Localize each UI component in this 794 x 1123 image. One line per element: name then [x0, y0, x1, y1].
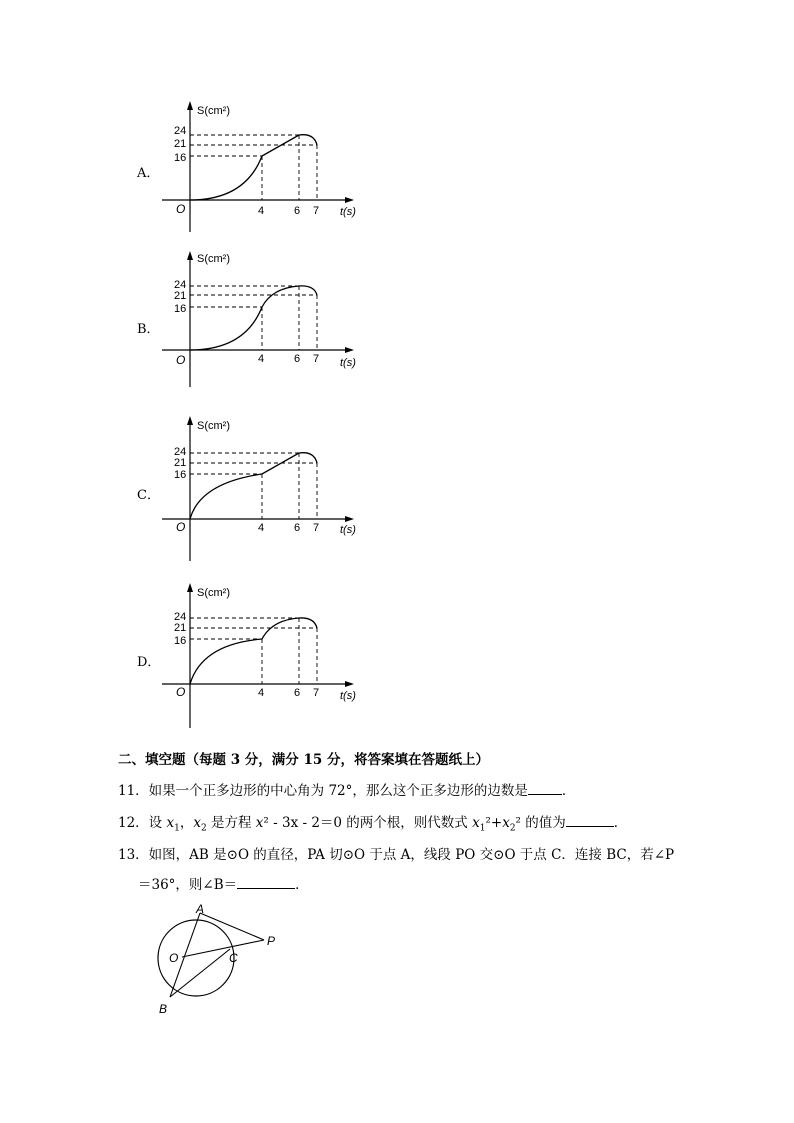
svg-text:O: O	[176, 685, 186, 699]
q11-answer-blank[interactable]	[528, 780, 562, 795]
point-a-label: A	[196, 902, 205, 916]
svg-text:21: 21	[174, 290, 187, 302]
q11-end: ．	[561, 783, 576, 799]
q11-text: 11．如果一个正多边形的中心角为 72°，那么这个正多边形的边数是	[118, 783, 528, 799]
svg-text:21: 21	[174, 457, 187, 469]
q13-answer-blank[interactable]	[237, 874, 295, 889]
svg-text:7: 7	[313, 353, 320, 365]
svg-text:O: O	[176, 353, 186, 367]
svg-text:S(cm²): S(cm²)	[197, 587, 230, 599]
q13-line1: 13．如图，AB 是⊙O 的直径，PA 切⊙O 于点 A，线段 PO 交⊙O 于点 C．连接 BC，若∠P	[118, 847, 675, 863]
curve-a	[190, 135, 317, 200]
y-axis-label: S(cm²)	[197, 105, 230, 117]
question-12: 12．设 $x_1$，$x_2$ 是方程 x² - 3x - 2＝0 的两个根，则代数式 $x_1^2+x_2^2$ 的值为 ．	[118, 811, 627, 834]
svg-text:21: 21	[174, 622, 187, 634]
tangent-pa	[200, 913, 264, 940]
graph-a	[150, 100, 380, 235]
x-tick-4: 4	[258, 205, 265, 217]
x-axis-arrow	[345, 197, 354, 203]
svg-text:S(cm²): S(cm²)	[197, 420, 230, 432]
svg-text:24: 24	[174, 446, 187, 458]
svg-text:16: 16	[174, 303, 187, 315]
svg-text:24: 24	[174, 279, 187, 291]
circle-tangent-figure	[150, 898, 290, 1023]
svg-text:6: 6	[294, 687, 301, 699]
svg-text:t(s): t(s)	[340, 690, 356, 702]
graph-d	[150, 582, 380, 730]
svg-text:24: 24	[174, 611, 187, 623]
svg-text:t(s): t(s)	[340, 357, 356, 369]
section-heading: 二、填空题（每题 3 分，满分 15 分，将答案填在答题纸上）	[118, 752, 489, 768]
q13-line2: ＝36°，则∠B＝	[138, 877, 238, 893]
svg-text:6: 6	[294, 353, 301, 365]
svg-text:6: 6	[294, 522, 301, 534]
point-o-label: O	[169, 951, 179, 965]
x-axis-label: t(s)	[340, 206, 356, 218]
svg-text:S(cm²): S(cm²)	[197, 253, 230, 265]
graph-c	[150, 415, 380, 563]
x-tick-7: 7	[313, 205, 320, 217]
svg-text:4: 4	[258, 522, 265, 534]
curve-b	[190, 286, 317, 350]
point-c-label: C	[229, 951, 238, 965]
svg-text:4: 4	[258, 353, 265, 365]
graph-b	[150, 250, 380, 390]
point-p-label: P	[267, 934, 276, 948]
svg-text:16: 16	[174, 635, 187, 647]
y-tick-21: 21	[174, 138, 187, 150]
question-13-line-2: ＝36°，则∠B＝ ．	[138, 873, 309, 893]
option-a-label: A．	[137, 166, 160, 181]
q12-answer-blank[interactable]	[566, 812, 614, 827]
y-tick-24: 24	[174, 125, 187, 137]
y-axis-arrow	[187, 101, 193, 110]
x-tick-6: 6	[294, 205, 301, 217]
svg-text:t(s): t(s)	[340, 524, 356, 536]
point-b-label: B	[159, 1002, 168, 1016]
option-c-label: C．	[137, 488, 160, 503]
question-11	[118, 779, 575, 799]
svg-text:7: 7	[313, 687, 320, 699]
origin-label: O	[176, 202, 186, 216]
svg-text:4: 4	[258, 687, 265, 699]
y-tick-16: 16	[174, 152, 187, 164]
svg-text:7: 7	[313, 522, 320, 534]
option-b-label: B．	[137, 322, 160, 337]
option-d-label: D．	[137, 655, 161, 670]
question-13-line-1	[118, 843, 674, 863]
dashed-guides	[190, 135, 317, 200]
svg-text:16: 16	[174, 469, 187, 481]
svg-text:O: O	[176, 520, 186, 534]
